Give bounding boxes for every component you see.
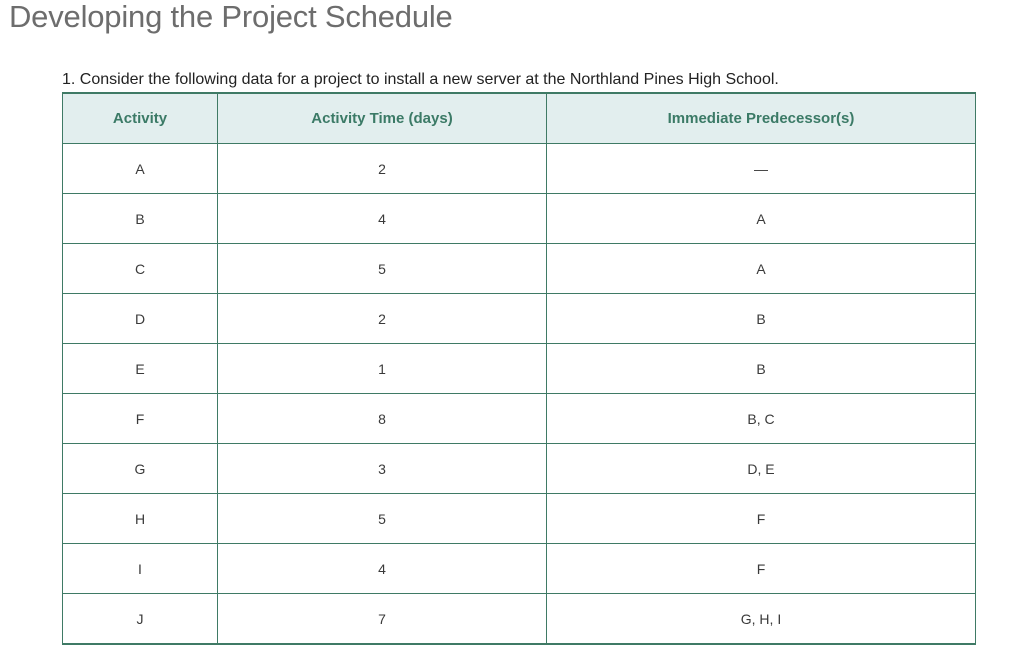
table-row (63, 594, 976, 645)
cell-activity: J (63, 594, 218, 645)
cell-time: 4 (218, 194, 547, 244)
cell-time: 5 (218, 494, 547, 544)
cell-predecessors: B, C (547, 394, 976, 444)
table-row (63, 294, 976, 344)
cell-predecessors: F (547, 544, 976, 594)
table-row (63, 194, 976, 244)
cell-activity: F (63, 394, 218, 444)
header-activity: Activity (63, 93, 218, 144)
cell-time: 4 (218, 544, 547, 594)
cell-time: 3 (218, 444, 547, 494)
cell-time: 2 (218, 294, 547, 344)
cell-predecessors: A (547, 194, 976, 244)
question-text: 1. Consider the following data for a project to install a new server at the Northland Pines High School. (62, 71, 779, 88)
table-body (63, 144, 976, 645)
cell-time: 5 (218, 244, 547, 294)
table-row (63, 544, 976, 594)
page-title: Developing the Project Schedule (9, 0, 453, 34)
cell-activity: D (63, 294, 218, 344)
cell-activity: H (63, 494, 218, 544)
table-row (63, 444, 976, 494)
cell-predecessors: B (547, 344, 976, 394)
cell-predecessors: G, H, I (547, 594, 976, 645)
cell-predecessors: D, E (547, 444, 976, 494)
cell-activity: B (63, 194, 218, 244)
table-row (63, 494, 976, 544)
cell-time: 2 (218, 144, 547, 194)
cell-predecessors: B (547, 294, 976, 344)
cell-predecessors: — (547, 144, 976, 194)
cell-time: 1 (218, 344, 547, 394)
cell-time: 8 (218, 394, 547, 444)
cell-predecessors: A (547, 244, 976, 294)
table-row (63, 144, 976, 194)
cell-activity: E (63, 344, 218, 394)
header-predecessors: Immediate Predecessor(s) (547, 93, 976, 144)
cell-activity: G (63, 444, 218, 494)
table-header (63, 93, 976, 144)
activity-table (62, 92, 976, 645)
cell-predecessors: F (547, 494, 976, 544)
cell-time: 7 (218, 594, 547, 645)
header-row (63, 93, 976, 144)
cell-activity: C (63, 244, 218, 294)
table-row (63, 244, 976, 294)
cell-activity: A (63, 144, 218, 194)
table-row (63, 394, 976, 444)
table-row (63, 344, 976, 394)
header-activity-time: Activity Time (days) (218, 93, 547, 144)
cell-activity: I (63, 544, 218, 594)
